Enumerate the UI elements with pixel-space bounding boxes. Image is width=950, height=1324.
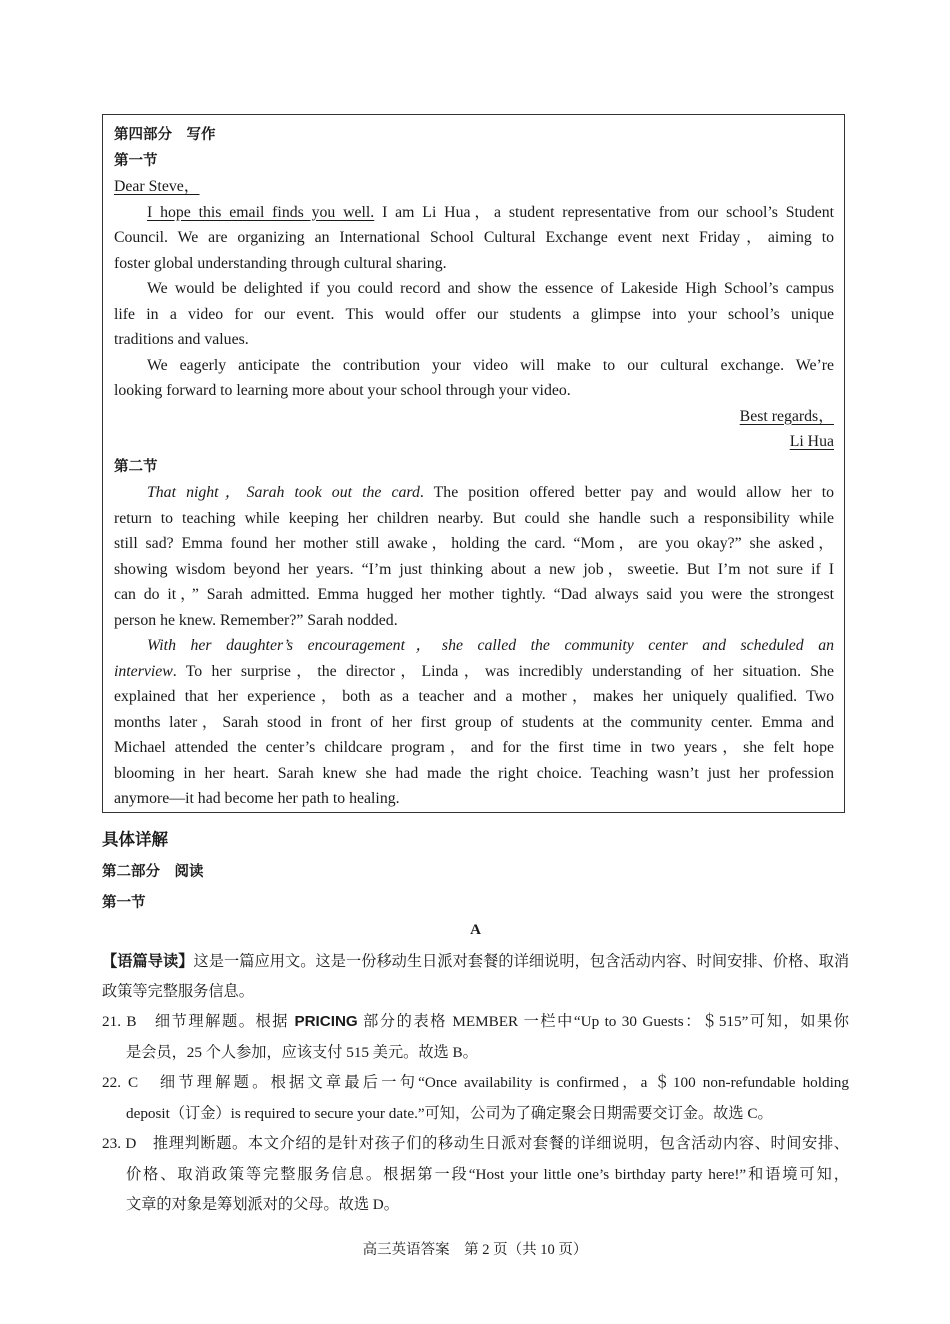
story-line: still sad? Emma found her mother still awake，holding the card. “Mom，are you okay?” she asked， bbox=[114, 535, 834, 552]
intro-label: 【语篇导读】 bbox=[102, 952, 194, 970]
story-line: interview. To her surprise，the director，Linda，was incredibly understanding of her situation. She bbox=[114, 662, 834, 680]
letter-line: foster global understanding through cultural sharing. bbox=[114, 254, 447, 272]
explanation-heading: 具体详解 bbox=[102, 830, 168, 849]
part-heading: 第一节 bbox=[114, 152, 158, 169]
story-line: person he knew. Remember?” Sarah nodded. bbox=[114, 611, 398, 629]
intro-line: 【语篇导读】这是一篇应用文。这是一份移动生日派对套餐的详细说明，包含活动内容、时间安排、价格、取消 bbox=[102, 952, 850, 970]
answer-21-cont: 是会员，25 个人参加，应该支付 515 美元。故选 B。 bbox=[126, 1043, 478, 1061]
story-line: return to teaching while keeping her children nearby. But could she handle such a responsibility while bbox=[114, 509, 834, 527]
part-heading: 第二部分 阅读 bbox=[102, 864, 204, 880]
given-sentence: interview bbox=[114, 662, 173, 680]
passage-letter: A bbox=[470, 922, 481, 938]
story-line: Michael attended the center’s childcare program，and for the first time in two years，she felt hope bbox=[114, 739, 834, 756]
page-footer: 高三英语答案 第 2 页（共 10 页） bbox=[362, 1242, 588, 1258]
letter-line: We would be delighted if you could record and show the essence of Lakeside High School’s campus bbox=[147, 280, 834, 297]
answer-22: 22. C 细节理解题。根据文章最后一句“Once availability is confirmed，a ＄100 non-refundable holding bbox=[102, 1074, 849, 1091]
story-line: That night，Sarah took out the card. The position offered better pay and would allow her to bbox=[147, 484, 834, 501]
answer-23-cont: 价格、取消政策等完整服务信息。根据第一段“Host your little one’s birthday party here!”和语境可知， bbox=[126, 1165, 849, 1183]
section-heading: 第四部分 写作 bbox=[114, 127, 216, 143]
letter-line: I hope this email finds you well. I am Li Hua，a student representative from our school’s Student bbox=[147, 203, 835, 221]
part-heading: 第二节 bbox=[114, 458, 158, 475]
story-line: With her daughter’s encouragement，she called the community center and scheduled an bbox=[147, 637, 834, 654]
given-sentence: That night，Sarah took out the card bbox=[147, 484, 420, 501]
answer-23-cont: 文章的对象是筹划派对的父母。故选 D。 bbox=[126, 1196, 399, 1213]
letter-line: We eagerly anticipate the contribution your video will make to our cultural exchange. We’re bbox=[147, 356, 834, 374]
letter-line: life in a video for our event. This would offer our students a glimpse into your school’s unique bbox=[114, 305, 834, 323]
answer-23: 23. D 推理判断题。本文介绍的是针对孩子们的移动生日派对套餐的详细说明，包含活动内容、时间安排、 bbox=[102, 1135, 849, 1152]
signature: Li Hua bbox=[789, 433, 834, 450]
story-line: anymore—it had become her path to healing. bbox=[114, 790, 400, 807]
answer-21: 21. B 细节理解题。根据 PRICING 部分的表格 MEMBER 一栏中“Up to 30 Guests：＄515”可知，如果你 bbox=[102, 1013, 849, 1030]
letter-line: looking forward to learning more about your school through your video. bbox=[114, 382, 571, 399]
story-line: explained that her experience，both as a teacher and a mother，makes her uniquely qualified. Two bbox=[114, 688, 834, 705]
letter-line: Council. We are organizing an International School Cultural Exchange event next Friday，aiming to bbox=[114, 229, 834, 246]
closing: Best regards， bbox=[739, 407, 834, 425]
letter-line: traditions and values. bbox=[114, 331, 249, 348]
story-line: showing wisdom beyond her years. “I’m just thinking about a new job，sweetie. But I’m not sure if I bbox=[114, 560, 834, 578]
answer-22-cont: deposit（订金）is required to secure your date.”可知，公司为了确定聚会日期需要交订金。故选 C。 bbox=[126, 1104, 773, 1122]
story-line: blooming in her heart. Sarah knew she had made the right choice. Teaching wasn’t just her profession bbox=[114, 764, 834, 782]
explanation-body bbox=[102, 946, 849, 1221]
intro-line: 政策等完整服务信息。 bbox=[102, 982, 254, 1000]
part-heading: 第一节 bbox=[102, 895, 146, 911]
story-line: months later，Sarah stood in front of her first group of students at the community center. Emma and bbox=[114, 713, 834, 731]
story-line: can do it，” Sarah admitted. Emma hugged her mother tightly. “Dad always said you were the strongest bbox=[114, 586, 834, 603]
underlined-opening: I hope this email finds you well. bbox=[147, 203, 375, 221]
writing-answer-box bbox=[102, 114, 845, 813]
salutation: Dear Steve， bbox=[114, 178, 200, 195]
